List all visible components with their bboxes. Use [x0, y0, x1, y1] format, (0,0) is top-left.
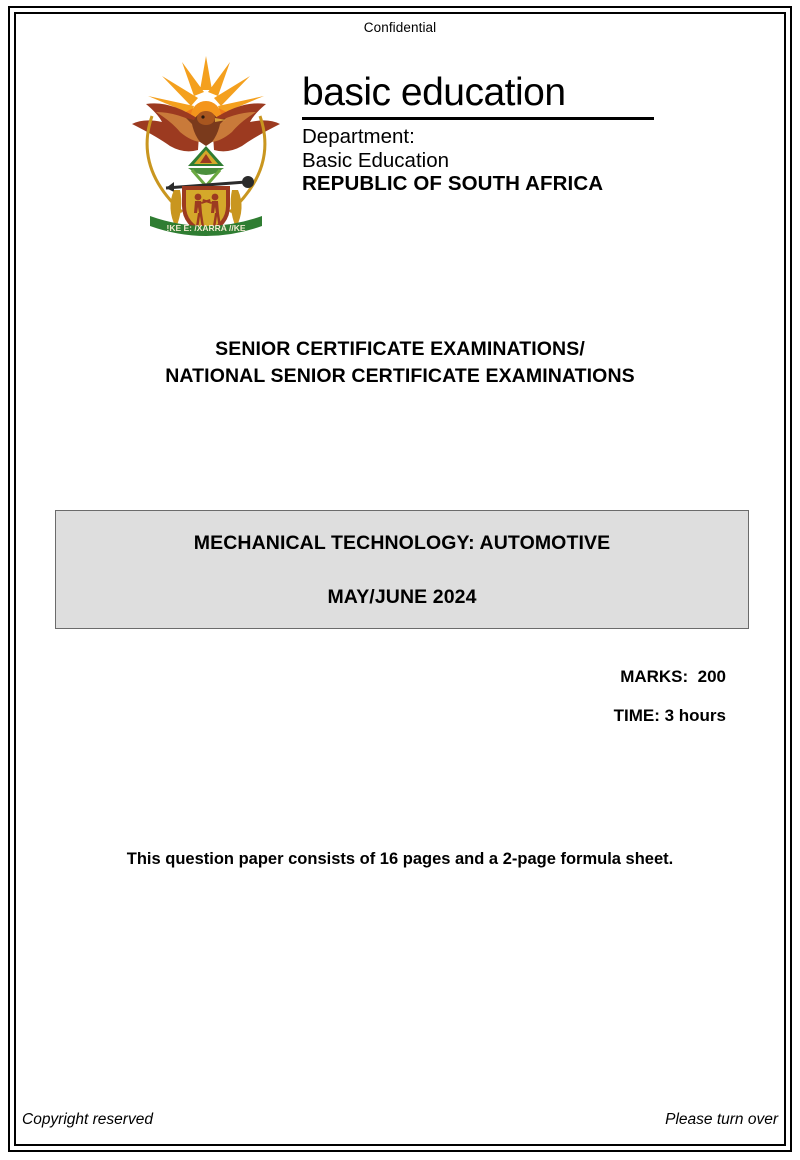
- brand-divider: [302, 117, 654, 120]
- page-content: [22, 18, 778, 1138]
- page-count-note: This question paper consists of 16 pages and a 2-page formula sheet.: [126, 850, 674, 868]
- brand-title: basic education: [302, 71, 566, 114]
- south-africa-coat-of-arms-icon: [122, 50, 290, 240]
- copyright-notice: Copyright reserved: [22, 1111, 153, 1128]
- page-footer: [22, 1110, 778, 1130]
- marks-value: MARKS: 200: [620, 667, 726, 686]
- subject-title: MECHANICAL TECHNOLOGY: AUTOMOTIVE: [193, 531, 611, 554]
- department-label: Department:: [302, 125, 415, 148]
- exam-heading-line-1: SENIOR CERTIFICATE EXAMINATIONS/: [215, 338, 585, 360]
- turn-over-notice: Please turn over: [665, 1111, 778, 1128]
- exam-heading-line-2: NATIONAL SENIOR CERTIFICATE EXAMINATIONS: [165, 365, 635, 387]
- exam-heading: [22, 336, 778, 390]
- brand-block: [302, 50, 654, 196]
- time-value: TIME: 3 hours: [613, 706, 726, 725]
- exam-session: MAY/JUNE 2024: [327, 585, 477, 608]
- coat-of-arms-motto: !KE E: /XARRA //KE: [166, 223, 246, 233]
- department-name: Basic Education: [302, 148, 450, 172]
- country-name: REPUBLIC OF SOUTH AFRICA: [302, 172, 604, 195]
- classification-label: Confidential: [363, 20, 437, 35]
- subject-box: [55, 510, 749, 629]
- masthead: [22, 50, 778, 240]
- exam-meta: [22, 666, 726, 727]
